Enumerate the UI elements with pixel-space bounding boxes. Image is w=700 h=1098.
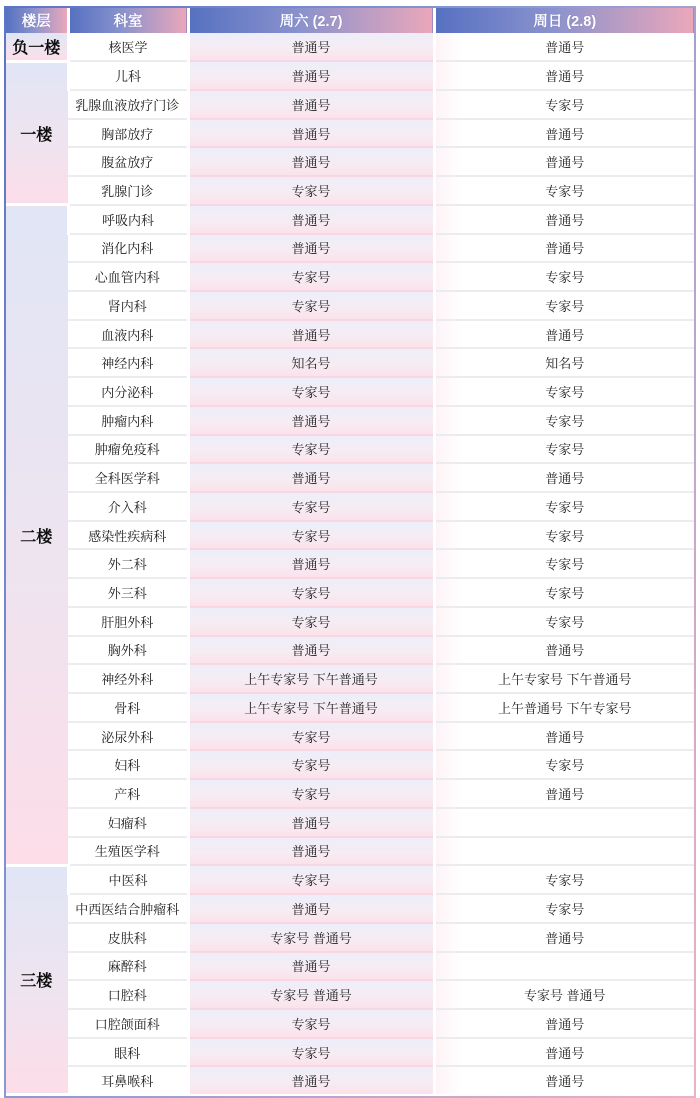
table-header-row <box>6 8 694 33</box>
table-row <box>6 607 694 636</box>
dept-cell: 呼吸内科 <box>68 205 188 234</box>
sat-cell: 普通号 <box>188 205 434 234</box>
sat-cell: 普通号 <box>188 90 434 119</box>
sun-cell: 普通号 <box>434 61 694 90</box>
sun-cell: 普通号 <box>434 923 694 952</box>
sat-cell: 普通号 <box>188 406 434 435</box>
sat-cell: 专家号 <box>188 750 434 779</box>
sat-cell: 专家号 <box>188 492 434 521</box>
table-row <box>6 90 694 119</box>
table-row <box>6 923 694 952</box>
table-row <box>6 722 694 751</box>
dept-cell: 神经内科 <box>68 348 188 377</box>
sat-cell: 专家号 <box>188 176 434 205</box>
table-row <box>6 119 694 148</box>
table-row <box>6 176 694 205</box>
table-row <box>6 779 694 808</box>
sun-cell: 专家号 <box>434 176 694 205</box>
sat-cell: 普通号 <box>188 147 434 176</box>
floor-cell: 一楼 <box>6 61 68 205</box>
sun-cell: 专家号 普通号 <box>434 980 694 1009</box>
sat-cell: 知名号 <box>188 348 434 377</box>
sun-cell: 专家号 <box>434 90 694 119</box>
floor-cell: 负一楼 <box>6 33 68 61</box>
table-row <box>6 808 694 837</box>
sat-cell: 普通号 <box>188 234 434 263</box>
table-row <box>6 262 694 291</box>
dept-cell: 胸部放疗 <box>68 119 188 148</box>
table-row <box>6 693 694 722</box>
sat-cell: 专家号 <box>188 1038 434 1067</box>
dept-cell: 口腔颌面科 <box>68 1009 188 1038</box>
table-row <box>6 406 694 435</box>
table-row <box>6 1038 694 1067</box>
dept-cell: 乳腺血液放疗门诊 <box>68 90 188 119</box>
table-row <box>6 435 694 464</box>
sat-cell: 普通号 <box>188 837 434 866</box>
sun-cell: 普通号 <box>434 320 694 349</box>
sat-cell: 普通号 <box>188 636 434 665</box>
dept-cell: 泌尿外科 <box>68 722 188 751</box>
dept-cell: 介入科 <box>68 492 188 521</box>
sun-cell: 普通号 <box>434 205 694 234</box>
dept-cell: 腹盆放疗 <box>68 147 188 176</box>
sun-cell: 专家号 <box>434 435 694 464</box>
sat-cell: 普通号 <box>188 549 434 578</box>
sat-cell: 普通号 <box>188 1066 434 1094</box>
sat-cell: 普通号 <box>188 119 434 148</box>
dept-cell: 耳鼻喉科 <box>68 1066 188 1094</box>
sat-cell: 专家号 <box>188 291 434 320</box>
dept-cell: 中西医结合肿瘤科 <box>68 894 188 923</box>
sun-cell: 普通号 <box>434 722 694 751</box>
dept-cell: 心血管内科 <box>68 262 188 291</box>
sun-cell: 专家号 <box>434 549 694 578</box>
sat-cell: 专家号 普通号 <box>188 923 434 952</box>
sun-cell: 普通号 <box>434 33 694 61</box>
table-row <box>6 980 694 1009</box>
table-row <box>6 291 694 320</box>
table-row <box>6 33 694 61</box>
sat-cell: 专家号 <box>188 722 434 751</box>
sun-cell: 上午普通号 下午专家号 <box>434 693 694 722</box>
table-row <box>6 1066 694 1094</box>
sat-cell: 专家号 <box>188 779 434 808</box>
sat-cell: 普通号 <box>188 61 434 90</box>
sun-cell: 普通号 <box>434 779 694 808</box>
table-row <box>6 61 694 90</box>
sun-cell: 普通号 <box>434 234 694 263</box>
column-header-floor: 楼层 <box>6 8 68 33</box>
table-row <box>6 205 694 234</box>
table-row <box>6 664 694 693</box>
table-row <box>6 377 694 406</box>
sat-cell: 专家号 <box>188 435 434 464</box>
sun-cell: 普通号 <box>434 636 694 665</box>
sat-cell: 专家号 <box>188 262 434 291</box>
sun-cell: 专家号 <box>434 377 694 406</box>
sun-cell: 专家号 <box>434 492 694 521</box>
floor-cell: 三楼 <box>6 865 68 1094</box>
dept-cell: 生殖医学科 <box>68 837 188 866</box>
dept-cell: 肿瘤内科 <box>68 406 188 435</box>
dept-cell: 麻醉科 <box>68 952 188 981</box>
sat-cell: 专家号 <box>188 377 434 406</box>
sat-cell: 专家号 普通号 <box>188 980 434 1009</box>
table-row <box>6 750 694 779</box>
sun-cell: 普通号 <box>434 1038 694 1067</box>
dept-cell: 妇瘤科 <box>68 808 188 837</box>
sun-cell: 专家号 <box>434 607 694 636</box>
dept-cell: 核医学 <box>68 33 188 61</box>
sun-cell: 普通号 <box>434 1009 694 1038</box>
table-row <box>6 636 694 665</box>
dept-cell: 儿科 <box>68 61 188 90</box>
dept-cell: 妇科 <box>68 750 188 779</box>
sun-cell: 专家号 <box>434 894 694 923</box>
sun-cell: 专家号 <box>434 865 694 894</box>
sun-cell: 专家号 <box>434 406 694 435</box>
sun-cell <box>434 837 694 866</box>
table-row <box>6 147 694 176</box>
table-row <box>6 1009 694 1038</box>
sun-cell: 专家号 <box>434 578 694 607</box>
sun-cell: 普通号 <box>434 463 694 492</box>
table-frame <box>4 6 696 1098</box>
table-row <box>6 463 694 492</box>
table-row <box>6 894 694 923</box>
sun-cell <box>434 808 694 837</box>
sun-cell: 上午专家号 下午普通号 <box>434 664 694 693</box>
dept-cell: 骨科 <box>68 693 188 722</box>
schedule-table-body <box>6 33 694 1094</box>
sat-cell: 上午专家号 下午普通号 <box>188 664 434 693</box>
dept-cell: 神经外科 <box>68 664 188 693</box>
sat-cell: 普通号 <box>188 33 434 61</box>
dept-cell: 口腔科 <box>68 980 188 1009</box>
sun-cell: 知名号 <box>434 348 694 377</box>
sun-cell: 专家号 <box>434 262 694 291</box>
column-header-sunday: 周日 (2.8) <box>434 8 694 33</box>
sat-cell: 普通号 <box>188 463 434 492</box>
dept-cell: 胸外科 <box>68 636 188 665</box>
table-row <box>6 234 694 263</box>
dept-cell: 血液内科 <box>68 320 188 349</box>
table-row <box>6 865 694 894</box>
sat-cell: 专家号 <box>188 521 434 550</box>
sat-cell: 专家号 <box>188 607 434 636</box>
sat-cell: 普通号 <box>188 894 434 923</box>
dept-cell: 肿瘤免疫科 <box>68 435 188 464</box>
floor-cell: 二楼 <box>6 205 68 866</box>
dept-cell: 乳腺门诊 <box>68 176 188 205</box>
sun-cell: 普通号 <box>434 1066 694 1094</box>
sun-cell: 专家号 <box>434 521 694 550</box>
table-row <box>6 837 694 866</box>
table-row <box>6 578 694 607</box>
dept-cell: 内分泌科 <box>68 377 188 406</box>
sat-cell: 上午专家号 下午普通号 <box>188 693 434 722</box>
sat-cell: 普通号 <box>188 952 434 981</box>
dept-cell: 中医科 <box>68 865 188 894</box>
dept-cell: 肝胆外科 <box>68 607 188 636</box>
dept-cell: 消化内科 <box>68 234 188 263</box>
dept-cell: 皮肤科 <box>68 923 188 952</box>
dept-cell: 外三科 <box>68 578 188 607</box>
sun-cell: 普通号 <box>434 147 694 176</box>
column-header-department: 科室 <box>68 8 188 33</box>
column-header-saturday: 周六 (2.7) <box>188 8 434 33</box>
sat-cell: 普通号 <box>188 320 434 349</box>
table-row <box>6 348 694 377</box>
sat-cell: 专家号 <box>188 1009 434 1038</box>
table-row <box>6 521 694 550</box>
schedule-table <box>6 8 694 1096</box>
table-row <box>6 320 694 349</box>
dept-cell: 外二科 <box>68 549 188 578</box>
dept-cell: 感染性疾病科 <box>68 521 188 550</box>
sat-cell: 专家号 <box>188 578 434 607</box>
sun-cell <box>434 952 694 981</box>
sun-cell: 普通号 <box>434 119 694 148</box>
sun-cell: 专家号 <box>434 291 694 320</box>
table-row <box>6 549 694 578</box>
sat-cell: 专家号 <box>188 865 434 894</box>
table-row <box>6 952 694 981</box>
dept-cell: 全科医学科 <box>68 463 188 492</box>
sun-cell: 专家号 <box>434 750 694 779</box>
table-row <box>6 492 694 521</box>
sat-cell: 普通号 <box>188 808 434 837</box>
dept-cell: 肾内科 <box>68 291 188 320</box>
dept-cell: 眼科 <box>68 1038 188 1067</box>
dept-cell: 产科 <box>68 779 188 808</box>
